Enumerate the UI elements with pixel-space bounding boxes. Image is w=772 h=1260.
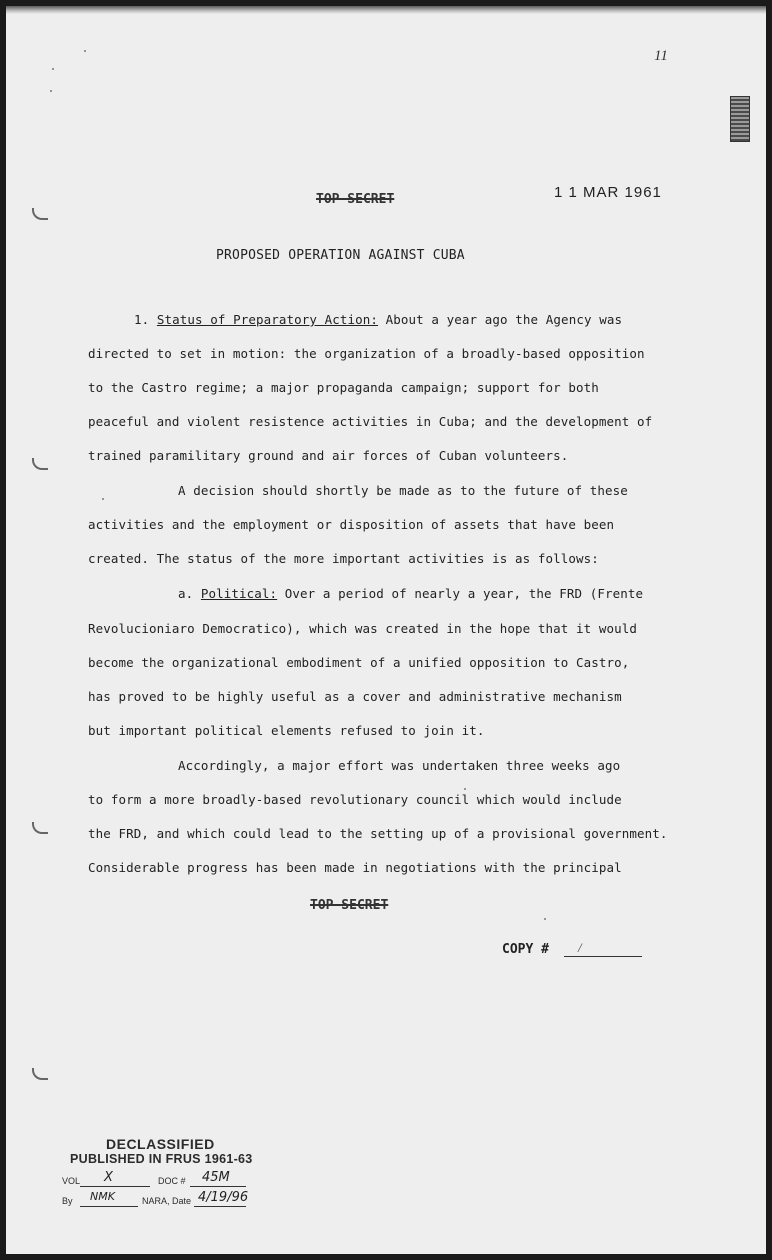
classification-top: TOP SECRET bbox=[316, 192, 395, 207]
copy-number-mark: / bbox=[578, 940, 582, 955]
binder-hole-mark bbox=[32, 208, 48, 220]
nara-date-label: NARA, Date bbox=[142, 1196, 192, 1206]
doc-line bbox=[190, 1186, 246, 1187]
doc-label: DOC # bbox=[158, 1176, 186, 1186]
section-heading: Political: bbox=[200, 586, 278, 601]
scan-edge bbox=[6, 6, 766, 14]
text-line: created. The status of the more important activities is as follows: bbox=[88, 551, 599, 566]
scan-speck bbox=[102, 498, 104, 500]
section-heading: Status of Preparatory Action: bbox=[156, 312, 379, 327]
date-value: 4/19/96 bbox=[198, 1190, 249, 1205]
text-line: to form a more broadly-based revolutionary council which would include bbox=[88, 792, 622, 807]
binder-hole-mark bbox=[32, 458, 48, 470]
date-line bbox=[194, 1206, 246, 1207]
text-line: trained paramilitary ground and air forces of Cuban volunteers. bbox=[88, 448, 569, 463]
scan-speck bbox=[544, 918, 546, 920]
text-line: activities and the employment or disposition of assets that have been bbox=[88, 517, 615, 532]
scan-speck bbox=[52, 68, 54, 70]
vol-line bbox=[80, 1186, 150, 1187]
text-line: a. Political: Over a period of nearly a year, the FRD (Frente bbox=[178, 586, 644, 601]
page-corner-mark: 11 bbox=[654, 48, 668, 64]
document-title: PROPOSED OPERATION AGAINST CUBA bbox=[216, 248, 465, 263]
text-line: the FRD, and which could lead to the setting up of a provisional government. bbox=[88, 826, 668, 841]
document-page bbox=[6, 6, 766, 1254]
binder-hole-mark bbox=[32, 822, 48, 834]
text-line: to the Castro regime; a major propaganda campaign; support for both bbox=[88, 380, 599, 395]
copy-number-label: COPY # bbox=[502, 942, 549, 957]
doc-value: 45M bbox=[202, 1170, 230, 1185]
text-line: Considerable progress has been made in negotiations with the principal bbox=[88, 860, 622, 875]
by-label: By bbox=[62, 1196, 73, 1206]
declassified-title: DECLASSIFIED bbox=[106, 1136, 215, 1152]
binder-hole-mark bbox=[32, 1068, 48, 1080]
control-stamp bbox=[730, 96, 750, 142]
text-line: Accordingly, a major effort was undertaken three weeks ago bbox=[178, 758, 621, 773]
by-line bbox=[80, 1206, 138, 1207]
text-line: become the organizational embodiment of a unified opposition to Castro, bbox=[88, 655, 630, 670]
scan-speck bbox=[464, 788, 466, 790]
date-stamp: 1 1 MAR 1961 bbox=[554, 184, 662, 201]
published-line: PUBLISHED IN FRUS 1961-63 bbox=[70, 1152, 253, 1166]
text-line: but important political elements refused to join it. bbox=[88, 723, 485, 738]
vol-label: VOL bbox=[62, 1176, 81, 1186]
text-line: A decision should shortly be made as to the future of these bbox=[178, 483, 628, 498]
text-line: 1. Status of Preparatory Action: About a year ago the Agency was bbox=[134, 312, 623, 327]
vol-value: X bbox=[104, 1170, 113, 1185]
scan-speck bbox=[50, 90, 52, 92]
text-line: directed to set in motion: the organization of a broadly-based opposition bbox=[88, 346, 645, 361]
scan-speck bbox=[84, 50, 86, 52]
classification-bottom: TOP SECRET bbox=[310, 898, 389, 913]
copy-number-line bbox=[564, 956, 642, 957]
by-value: NMK bbox=[90, 1190, 115, 1203]
text-line: peaceful and violent resistence activities in Cuba; and the development of bbox=[88, 414, 653, 429]
text-line: Revolucioniaro Democratico), which was created in the hope that it would bbox=[88, 621, 638, 636]
text-line: has proved to be highly useful as a cover and administrative mechanism bbox=[88, 689, 622, 704]
